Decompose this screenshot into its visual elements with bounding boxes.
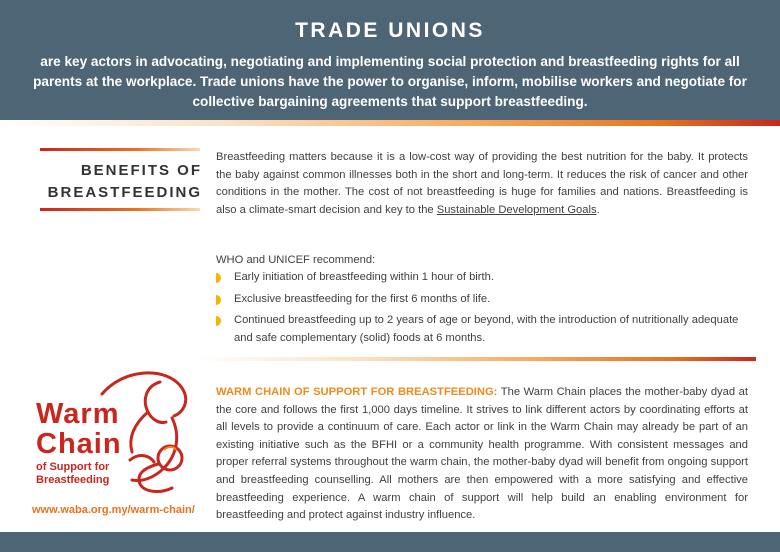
benefits-heading-block <box>40 148 202 210</box>
list-item <box>216 291 748 309</box>
half-circle-bullet-icon <box>216 295 222 305</box>
benefits-paragraph <box>216 149 748 219</box>
header-subtitle: are key actors in advocating, negotiating and implementing social protection and breastfeeding rights for all parents at the workplace. Trade unions have the power to organise, inform, mobilise workers and negotiate for collective bargaining agreements that support breastfeeding. <box>33 54 747 109</box>
warm-chain-body: The Warm Chain places the mother-baby dyad at the core and follows the first 1,000 days timeline. It strives to link different actors by coordinating efforts at all levels to provide a continuum of care. Each actor or link in the Warm Chain may already be part of an existing initiative such as the BFHI or a community health programme. With consistent messages and proper referral systems throughout the warm chain, the mother-baby dyad will benefit from ongoing support and breastfeeding counselling. All mothers are then empowered with a more satisfying and effective breastfeeding experience. A warm chain of support will help build an enabling environment for breastfeeding and protect against industry influence. <box>216 386 748 522</box>
warm-chain-paragraph <box>216 384 748 525</box>
footer-band <box>0 532 780 552</box>
benefits-heading <box>40 160 202 204</box>
list-item-text: Continued breastfeeding up to 2 years of age or beyond, with the introduction of nutritionally adequate and safe complementary (solid) foods at 6 months. <box>234 314 739 344</box>
benefits-rule-top <box>40 148 200 151</box>
benefits-heading-line2: BREASTFEEDING <box>47 184 202 201</box>
page-title: TRADE UNIONS <box>295 19 485 42</box>
logo-word-chain: Chain <box>36 428 122 460</box>
recommend-list <box>216 269 748 351</box>
header-accent-bar <box>0 120 780 126</box>
warm-chain-logo <box>32 364 202 524</box>
list-item-text: Early initiation of breastfeeding within 1 hour of birth. <box>234 271 494 283</box>
warm-chain-heading: WARM CHAIN OF SUPPORT FOR BREASTFEEDING: <box>216 386 498 398</box>
logo-subtitle: of Support for Breastfeeding <box>36 461 110 486</box>
sdg-link[interactable]: Sustainable Development Goals <box>436 203 597 216</box>
recommend-intro: WHO and UNICEF recommend: <box>216 254 376 266</box>
list-item <box>216 312 748 347</box>
logo-word-warm: Warm <box>36 398 120 430</box>
half-circle-bullet-icon <box>216 273 222 283</box>
section-divider <box>196 357 756 361</box>
half-circle-bullet-icon <box>216 316 222 326</box>
list-item <box>216 269 748 287</box>
benefits-paragraph-end: . <box>596 203 600 216</box>
warm-chain-url-link[interactable]: www.waba.org.my/warm-chain/ <box>32 504 195 516</box>
benefits-paragraph-text: Breastfeeding matters because it is a low-cost way of providing the best nutrition for the baby. It protects the baby against common illnesses both in the short and long-term. It reduces the risk of cancer and other conditions in the mother. The cost of not breastfeeding is huge for families and nations. Breastfeeding is also a climate-smart decision and key to the <box>216 151 748 216</box>
list-item-text: Exclusive breastfeeding for the first 6 months of life. <box>234 292 491 305</box>
benefits-heading-line1: BENEFITS OF <box>80 162 202 179</box>
header-banner <box>0 0 780 120</box>
benefits-rule-bottom <box>40 208 200 211</box>
